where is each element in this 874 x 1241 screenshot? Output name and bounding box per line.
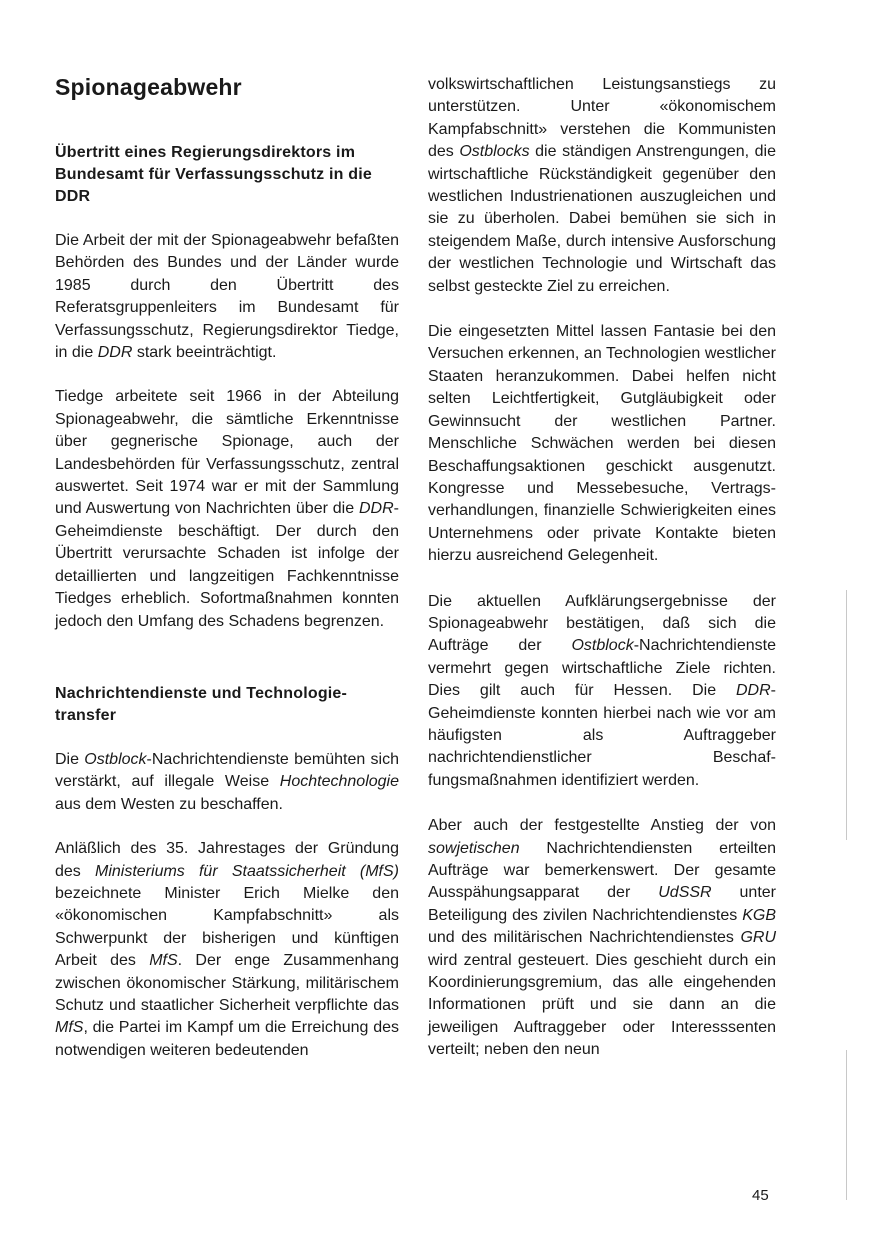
text-run: die ständigen Anstrengungen, die wirtschaftliche Rückständigkeit gegenüber den westlichen Industrienationen auszugleichen und sie zu überholen. Dabei bemühen sie sich in steigendem Maße, durch intensive Ausforschung der westlichen Technologie und Wirtschaft das selbst gesteckte Ziel zu erreichen. bbox=[428, 143, 777, 295]
paragraph bbox=[55, 386, 399, 632]
italic-term: DDR bbox=[97, 344, 133, 362]
text-run: unter Beteiligung des zivilen Nachrichtendienstes bbox=[428, 884, 776, 924]
italic-term: Ostblocks bbox=[459, 143, 530, 161]
text-run: Aber auch der festgestellte Anstieg der von bbox=[428, 817, 776, 835]
text-run: Tiedge arbeitete seit 1966 in der Abteilung Spionageabwehr, die sämtliche Erkenntnisse über gegnerische Spionage, auch der Landesbehörden für Verfassungsschutz, zentral auswertet. Seit 1974 war er mit der Sammlung und Auswertung von Nachrichten über die bbox=[55, 388, 399, 518]
text-run: und des militärischen Nachrichtendienstes bbox=[428, 929, 741, 947]
paragraph bbox=[428, 321, 776, 567]
italic-term: DDR bbox=[359, 500, 394, 518]
text-run: -Nachrichtendienste vermehrt gegen wirtschaftliche Ziele richten. Dies gilt auch für Hessen. Die bbox=[428, 637, 776, 700]
paragraph bbox=[428, 815, 776, 1061]
text-run: stark beeinträchtigt. bbox=[132, 344, 277, 362]
text-run: Die Arbeit der mit der Spionageabwehr befaßten Behörden des Bundes und der Länder wurde 1985 durch den Übertritt des Referatsgruppenleiters im Bundesamt für Verfassungsschutz, Regierungsdirektor Tiedge, in die bbox=[55, 232, 399, 362]
text-run: Die eingesetzten Mittel lassen Fantasie bei den Versuchen erkennen, an Technologien westlicher Staaten heranzukommen. Dabei helfen nicht selten Leichtfertigkeit, Gutgläubigkeit oder Gewinnsucht der westlichen Partner. Menschliche Schwächen werden bei diesen Beschaffungsaktionen geschickt ausgenutzt. Kongresse und Messebesuche, Vertragsverhandlungen, finanzielle Schwierigkeiten eines Unternehmens oder private Kontakte bieten hierzu ausreichend Gelegenheit. bbox=[428, 323, 776, 565]
page-number: 45 bbox=[752, 1187, 769, 1204]
italic-term: Ostblock bbox=[571, 637, 634, 655]
italic-term: Ministeriums für Staatssicherheit (MfS) bbox=[95, 862, 399, 880]
text-run: Anläßlich des 35. Jahrestages der Gründung des bbox=[55, 840, 399, 880]
paragraph bbox=[428, 74, 776, 298]
section-heading-technology-transfer: Nachrichtendienste und Technologietransfer bbox=[55, 684, 347, 724]
paragraph bbox=[55, 749, 399, 816]
text-run: Nachrichtendiensten erteilten Aufträge war bemerkenswert. Der gesamte Ausspähungsapparat der bbox=[428, 839, 776, 902]
italic-term: Hochtechnologie bbox=[279, 773, 399, 791]
italic-term: sowjetischen bbox=[428, 839, 520, 857]
section-heading-defector: Übertritt eines Regierungsdirektors im Bundesamt für Verfassungsschutz in die DDR bbox=[55, 144, 372, 205]
paragraph bbox=[55, 230, 399, 364]
italic-term: UdSSR bbox=[658, 884, 712, 902]
italic-term: Ostblock bbox=[84, 750, 147, 768]
text-run: . Der enge Zusammenhang zwischen ökonomischer Stärkung, militärischem Schutz und staatlicher Sicherheit verpflichte das bbox=[55, 952, 399, 1014]
text-run: wird zentral gesteuert. Dies geschieht durch ein Koordinierungsgremium, das alle eingehenden Informationen prüft und sie dann an die jeweiligen Auftraggeber oder Interesssenten verteilt; neben den neun bbox=[428, 951, 776, 1059]
text-run: -Nachrichtendienste bemühten sich verstärkt, auf illegale Weise bbox=[55, 750, 399, 791]
text-run: Die aktuellen Aufklärungsergebnisse der Spionageabwehr bestätigen, daß sich die Aufträge der bbox=[428, 592, 776, 655]
text-run: aus dem Westen zu beschaffen. bbox=[55, 795, 283, 813]
italic-term: MfS bbox=[149, 952, 178, 970]
left-column bbox=[55, 72, 399, 1084]
text-run: Die bbox=[55, 750, 85, 768]
text-run: -Geheimdienste konnten hierbei nach wie vor am häufigsten als Auftraggeber nachrichtendienstlicher Beschaffungsmaßnahmen identifiziert werden. bbox=[428, 682, 776, 789]
paragraph bbox=[55, 838, 399, 1062]
scan-edge-mark bbox=[846, 1050, 847, 1200]
right-column bbox=[428, 74, 776, 1085]
text-run: , die Partei im Kampf um die Erreichung des notwendigen weiteren bedeutenden bbox=[55, 1019, 399, 1059]
chapter-title: Spionageabwehr bbox=[55, 74, 242, 100]
text-run: -Geheimdienste beschäftigt. Der durch den Übertritt verursachte Schaden ist infolge der detaillierten und langzeitigen Fachkenntnisse Tiedges erheblich. Sofortmaßnahmen konnten jedoch den Umfang des Schadens begrenzen. bbox=[55, 500, 399, 630]
italic-term: MfS bbox=[55, 1019, 84, 1037]
scan-edge-mark bbox=[846, 590, 847, 840]
text-run: bezeichnete Minister Erich Mielke den «ökonomischen Kampfabschnitt» als Schwerpunkt der bisherigen und künftigen Arbeit des bbox=[55, 884, 399, 970]
italic-term: KGB bbox=[742, 906, 776, 924]
italic-term: DDR bbox=[736, 682, 771, 700]
paragraph bbox=[428, 591, 776, 793]
italic-term: GRU bbox=[740, 929, 776, 947]
text-run: volkswirtschaftlichen Leistungsanstiegs zu unterstützen. Unter «ökonomischem Kampfabschnitt» verstehen die Kommunisten des bbox=[428, 76, 776, 161]
